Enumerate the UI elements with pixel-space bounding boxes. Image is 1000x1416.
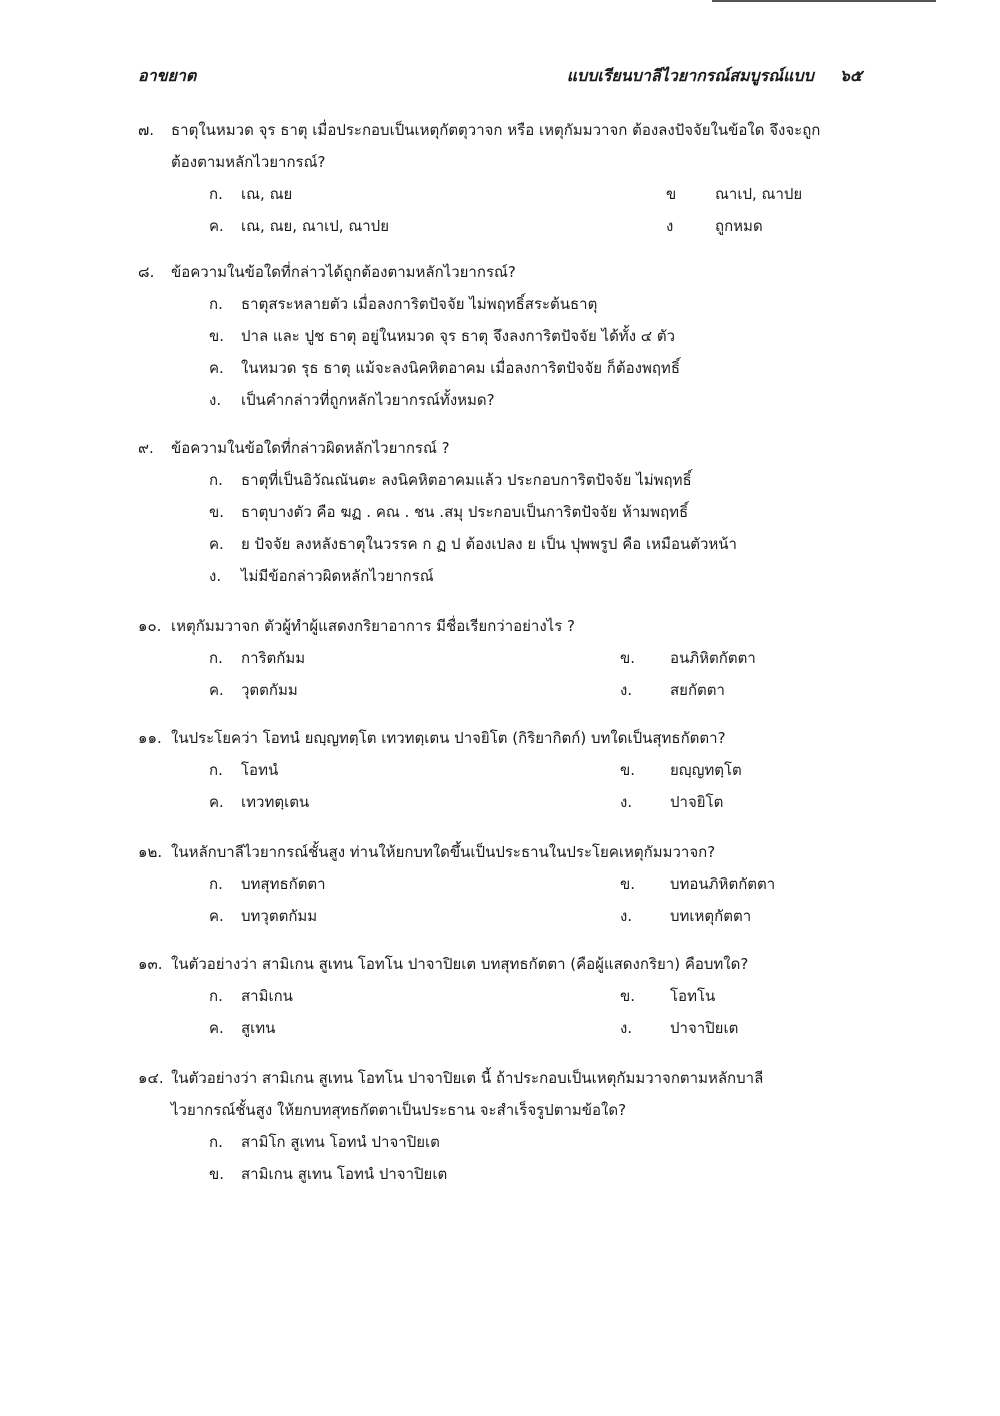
- question-number: ๑๐.: [138, 617, 162, 635]
- option-c[interactable]: ค. ในหมวด รุธ ธาตุ แม้จะลงนิคหิตอาคม เมื่อลงการิตปัจจัย ก็ต้องพฤทธิ์: [209, 359, 680, 377]
- option-a[interactable]: ก. สามิเกน: [209, 987, 293, 1005]
- option-d[interactable]: ง. ปาจาปิยเต: [620, 1019, 739, 1037]
- option-c[interactable]: ค. เทวทตฺเตน: [209, 793, 310, 811]
- option-b[interactable]: ข. สามิเกน สูเทน โอทนํ ปาจาปิยเต: [209, 1165, 448, 1183]
- option-b[interactable]: ข. บทอนภิหิตกัตตา: [620, 875, 776, 893]
- option-c[interactable]: ค. เณ, ณย, ณาเป, ณาปย: [209, 217, 389, 235]
- question-number: ๑๒.: [138, 843, 163, 861]
- question-text: ในตัวอย่างว่า สามิเกน สูเทน โอทโน ปาจาปิยเต นี้ ถ้าประกอบเป็นเหตุกัมมวาจกตามหลักบาลี: [171, 1069, 764, 1087]
- option-d[interactable]: ง. บทเหตุกัตตา: [620, 907, 752, 925]
- option-a[interactable]: ก. การิตกัมม: [209, 649, 306, 667]
- question-text: ในตัวอย่างว่า สามิเกน สูเทน โอทโน ปาจาปิยเต บทสุทธกัตตา (คือผู้แสดงกริยา) คือบทใด?: [171, 955, 749, 973]
- page-number: ๖๕: [839, 66, 862, 85]
- option-b[interactable]: ข. โอทโน: [620, 987, 716, 1005]
- option-b[interactable]: ข ณาเป, ณาปย: [666, 185, 803, 203]
- option-a[interactable]: ก. โอทนํ: [209, 761, 279, 779]
- option-d[interactable]: ง ถูกหมด: [666, 217, 763, 235]
- question-text: ข้อความในข้อใดที่กล่าวได้ถูกต้องตามหลักไวยากรณ์?: [171, 263, 516, 281]
- question-14: [138, 1062, 868, 1190]
- option-b[interactable]: ข. อนภิหิตกัตตา: [620, 649, 756, 667]
- top-rule: [712, 0, 936, 2]
- question-text-cont: ต้องตามหลักไวยากรณ์?: [171, 153, 326, 171]
- question-13: [138, 948, 868, 1044]
- option-a[interactable]: ก. ธาตุที่เป็นอิวัณณันตะ ลงนิคหิตอาคมแล้ว ประกอบการิตปัจจัย ไม่พฤทธิ์: [209, 471, 692, 489]
- question-text: ธาตุในหมวด จุร ธาตุ เมื่อประกอบเป็นเหตุกัตตุวาจก หรือ เหตุกัมมวาจก ต้องลงปัจจัยในข้อใด จึงจะถูก: [171, 121, 821, 139]
- option-a[interactable]: ก. บทสุทธกัตตา: [209, 875, 326, 893]
- option-d[interactable]: ง. ไม่มีข้อกล่าวผิดหลักไวยากรณ์: [209, 567, 434, 585]
- option-c[interactable]: ค. ย ปัจจัย ลงหลังธาตุในวรรค ก ฏ ป ต้องเปลง ย เป็น ปุพพรูป คือ เหมือนตัวหน้า: [209, 535, 737, 553]
- option-b[interactable]: ข. ธาตุบางตัว คือ ฆฏ . คณ . ชน .สมุ ประกอบเป็นการิตปัจจัย ห้ามพฤทธิ์: [209, 503, 689, 521]
- option-d[interactable]: ง. ปาจยิโต: [620, 793, 724, 811]
- header-book-title: [567, 64, 862, 89]
- option-a[interactable]: ก. สามิโก สูเทน โอทนํ ปาจาปิยเต: [209, 1133, 440, 1151]
- question-text-cont: ไวยากรณ์ชั้นสูง ให้ยกบทสุทธกัตตาเป็นประธาน จะสำเร็จรูปตามข้อใด?: [171, 1101, 627, 1119]
- option-c[interactable]: ค. บทวุตตกัมม: [209, 907, 318, 925]
- option-a[interactable]: ก. เณ, ณย: [209, 185, 293, 203]
- header-section-title: อาขยาต: [138, 66, 197, 85]
- question-number: ๑๓.: [138, 955, 163, 973]
- question-text: ในประโยคว่า โอทนํ ยญฺญทตฺโต เทวทตฺเตน ปาจยิโต (กิริยากิตก์) บทใดเป็นสุทธกัตตา?: [171, 729, 726, 747]
- option-a[interactable]: ก. ธาตุสระหลายตัว เมื่อลงการิตปัจจัย ไม่พฤทธิ์สระต้นธาตุ: [209, 295, 598, 313]
- question-7: [138, 114, 868, 242]
- option-b[interactable]: ข. ยญฺญทตฺโต: [620, 761, 742, 779]
- question-text: เหตุกัมมวาจก ตัวผู้ทำผู้แสดงกริยาอาการ มีชื่อเรียกว่าอย่างไร ?: [171, 617, 576, 635]
- page-header: [138, 64, 862, 88]
- question-number: ๙.: [138, 439, 154, 457]
- question-10: [138, 610, 868, 706]
- question-text: ข้อความในข้อใดที่กล่าวผิดหลักไวยากรณ์ ?: [171, 439, 450, 457]
- question-11: [138, 722, 868, 818]
- option-c[interactable]: ค. สูเทน: [209, 1019, 276, 1037]
- question-9: [138, 432, 868, 592]
- option-b[interactable]: ข. ปาล และ ปูช ธาตุ อยู่ในหมวด จุร ธาตุ จึงลงการิตปัจจัย ได้ทั้ง ๔ ตัว: [209, 327, 676, 345]
- option-d[interactable]: ง. สยกัตตา: [620, 681, 725, 699]
- question-12: [138, 836, 868, 932]
- question-text: ในหลักบาลีไวยากรณ์ชั้นสูง ท่านให้ยกบทใดขึ้นเป็นประธานในประโยคเหตุกัมมวาจก?: [171, 843, 716, 861]
- question-8: [138, 256, 868, 416]
- option-c[interactable]: ค. วุตตกัมม: [209, 681, 298, 699]
- question-number: ๑๑.: [138, 729, 162, 747]
- header-book-name: แบบเรียนบาลีไวยากรณ์สมบูรณ์แบบ: [566, 66, 814, 85]
- question-number: ๗.: [138, 121, 155, 139]
- option-d[interactable]: ง. เป็นคำกล่าวที่ถูกหลักไวยากรณ์ทั้งหมด?: [209, 391, 495, 409]
- question-number: ๘.: [138, 263, 155, 281]
- question-number: ๑๔.: [138, 1069, 164, 1087]
